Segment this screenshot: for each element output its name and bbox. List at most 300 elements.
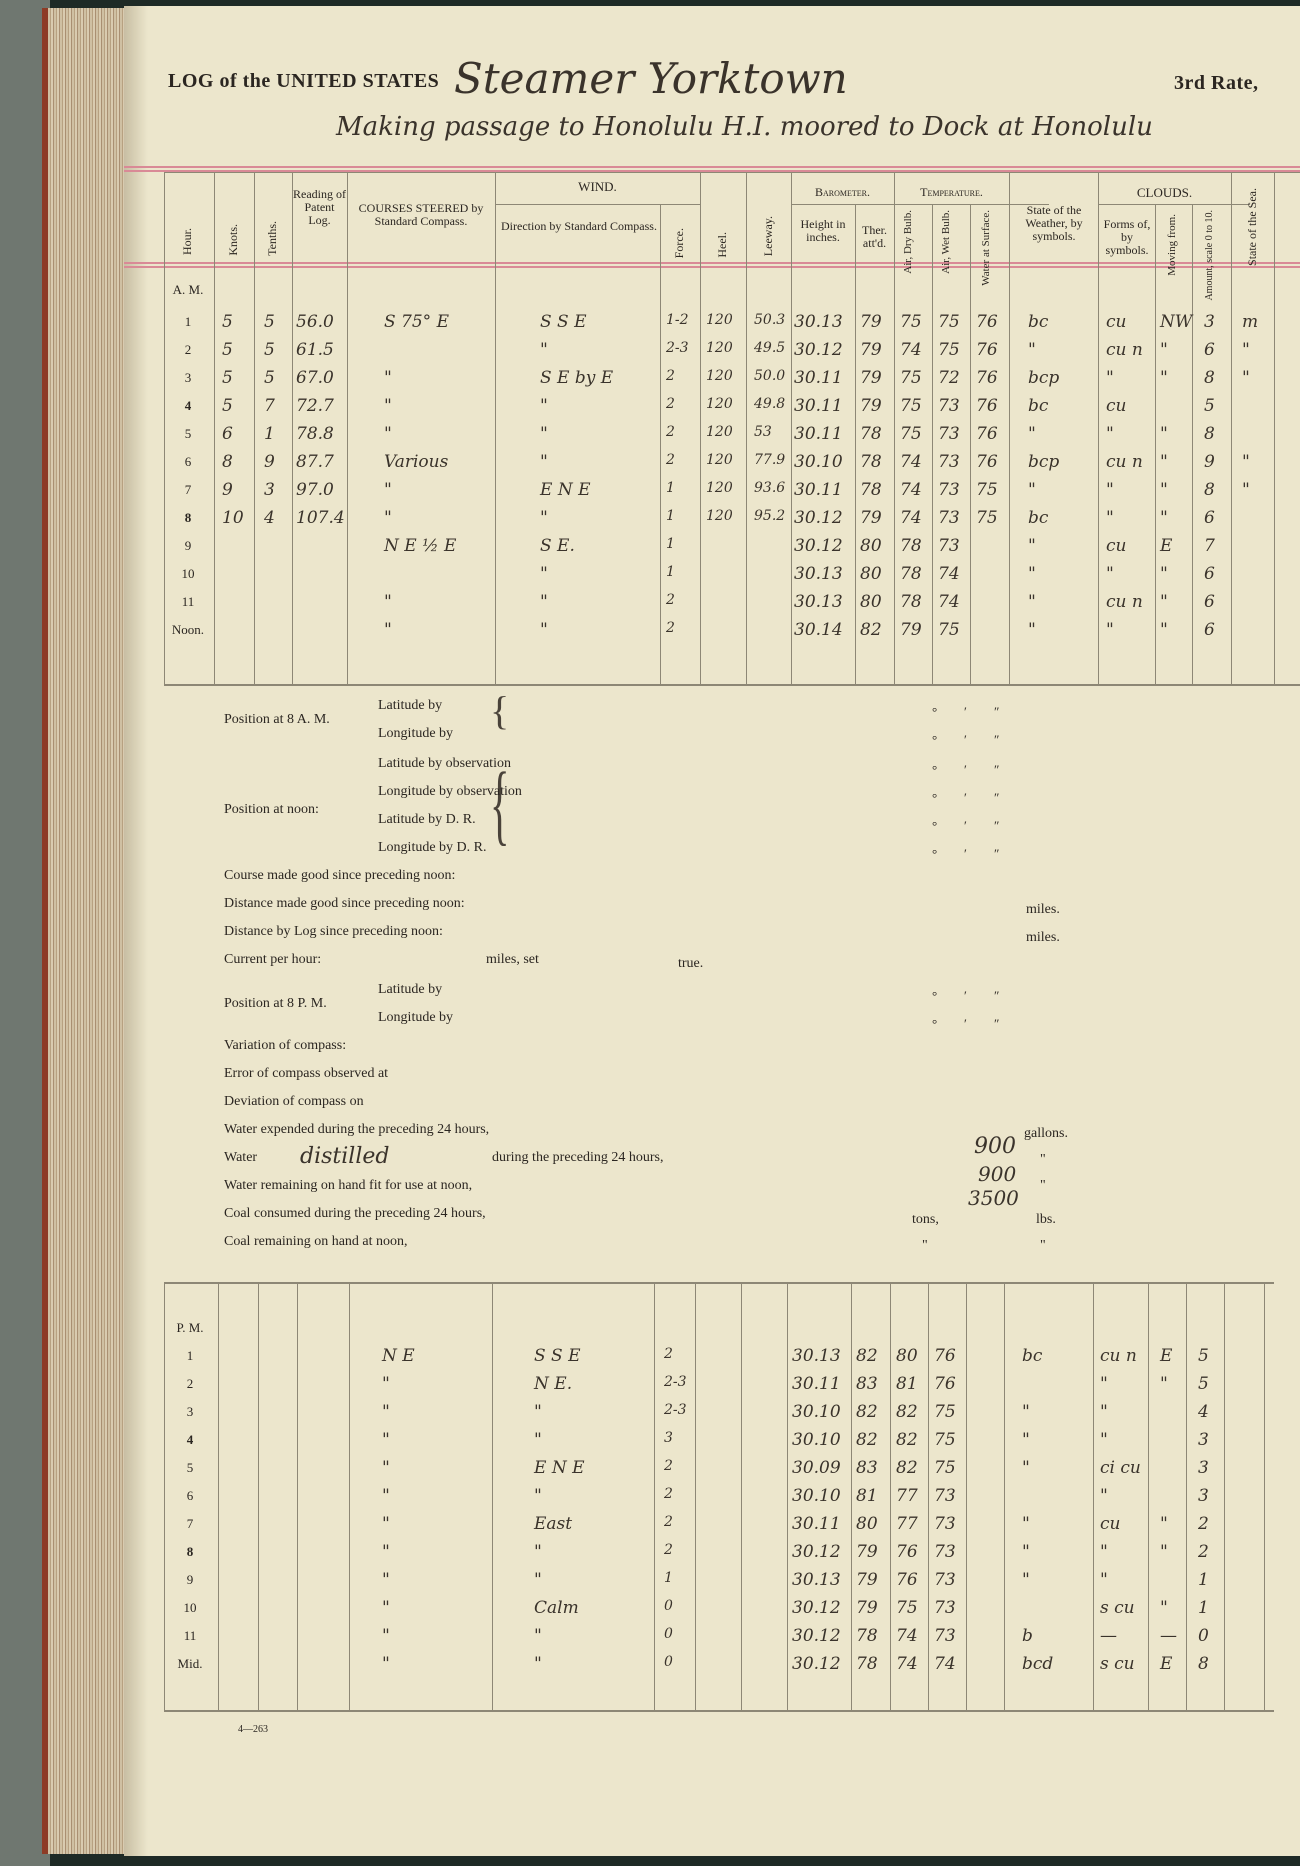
water-expended-value: 900 [974,1134,1016,1159]
lon-dr: Longitude by D. R. [378,840,487,855]
pm-moving-cell: " [1160,1514,1168,1534]
pm-ther-cell: 79 [856,1570,878,1590]
am-forms-cell: cu [1106,536,1127,556]
am-wind-cell: " [540,620,548,640]
am-hour-7: 7 [184,482,192,497]
am-sea-cell: m [1242,312,1259,332]
am-tenths-cell: 1 [264,424,275,444]
am-wet-cell: 73 [938,480,960,500]
pm-dry-cell: 77 [896,1486,918,1506]
pm-moving-cell: " [1160,1374,1168,1394]
am-dry-cell: 74 [900,480,922,500]
am-dry-cell: 78 [900,592,922,612]
col-moving-from: Moving from. [1166,214,1178,276]
am-ther-cell: 78 [860,480,882,500]
am-hour-9: 9 [184,538,192,553]
am-weather-cell: " [1028,620,1036,640]
ditto-3: " [922,1238,928,1253]
pm-amount-cell: 3 [1198,1486,1209,1506]
lon-by-8pm: Longitude by [378,1010,454,1025]
error-of-compass: Error of compass observed at [224,1066,389,1081]
am-ther-cell: 80 [860,592,882,612]
variation-of-compass: Variation of compass: [224,1038,347,1053]
passage-note: Making passage to Honolulu H.I. moored to Dock at Honolulu [336,112,1153,142]
am-heel-cell: 120 [706,480,733,496]
ditto-4: " [1040,1238,1046,1253]
pm-moving-cell: E [1160,1654,1173,1674]
pm-wet-cell: 73 [934,1486,956,1506]
am-bar-cell: 30.12 [794,536,843,556]
am-weather-cell: bcp [1028,368,1060,388]
distance-by-log: Distance by Log since preceding noon: [224,924,443,939]
pm-ther-cell: 83 [856,1374,878,1394]
am-log-cell: 87.7 [296,452,334,472]
pm-dry-cell: 74 [896,1626,918,1646]
pm-hour-8: 8 [186,1544,194,1559]
am-moving-cell: " [1160,368,1168,388]
am-wind-cell: " [540,452,548,472]
am-forms-cell: cu [1106,396,1127,416]
lat-by-8pm: Latitude by [378,982,443,997]
am-weather-cell: bcp [1028,452,1060,472]
am-bar-cell: 30.13 [794,592,843,612]
water-expended-label: Water expended during the preceding 24 hours, [224,1122,490,1137]
lon-by-8am: Longitude by [378,726,454,741]
am-amount-cell: 5 [1204,396,1215,416]
am-heel-cell: 120 [706,424,733,440]
log-page: LOG of the UNITED STATES Steamer Yorktown 3rd Rate, Making passage to Honolulu H.I. moored to Dock at Honolulu Hour. Knots. Tenths. Reading of Patent Log. COURSES STEERED by Standard Compass. WIND. Direction by Standard Compass. Force. Heel. Leeway. Barometer. Height in inches. Ther. att'd. Temperature. Air, Dry Bulb. Air, Wet Bulb. Water at Surface. State of the Weather, by symbols. CLOUDS. Forms of, by symbols. Moving from. Amount, scale 0 to 10. State of the Sea. A. M. { Position at 8 A. M. Latitude by Longitude by { Position at noon: Latitude by observation Longitude by observation Latitude by D. R. Longitude by D. R. Course made good since preceding noon: Distance made good since preceding noon: miles. Distance by Log since preceding noon: miles. Current per hour: miles, set true. Position at 8 P. M. Latitude by Longitude by Variation of compass: Error of compass observed at Deviation of compass on Water expended during the preceding 24 hours, Water distilled during the preceding 24 hours, Water remaining on hand fit for use at noon, Coal consumed during the preceding 24 hours, Coal remaining on hand at noon, 900 gallons. 900 " 3500 " tons, lbs. " " P. M. 4—263 1 5 5 56.0 S 75° E S S E 1-2 120 50.3 30.13 79 75 75 76 bc cu NW 3 m 2 5 5 61.5 " 2-3 120 49.5 30.12 79 74 75 76 " cu n " 6 " 3 5 5 67.0 " S E by E 2 120 50.0 30.11 79 75 72 76 bcp " " 8 " 4 5 7 72.7 " " 2 120 49.8 30.11 79 75 73 76 bc cu 5 5 6 1 78.8 " " 2 120 53 30.11 78 75 73 76 " " " 8 6 8 9 87.7 Various " 2 120 77.9 30.10 78 74 73 76 bcp cu n " 9 " 7 9 3 97.0 " E N E 1 120 93.6 30.11 78 74 73 75 " " " 8 " 8 10 4 107.4 " " 1 120 95.2 30.12 79 74 73 75 bc " " 6 9 N E ½ E S E. 1 30.12 80 78 73 " cu E 7 10 " 1 30.13 80 78 74 " " " 6 11 " " 2 30.13 80 78 74 " cu n " 6 Noon. " " 2 30.14 82 79 75 " " " 6 1 N E S S E 2 30.13 82 80 76 bc cu n E 5 2 " N E. 2-3 30.11 83 81 76 " " 5 3 " " 2-3 30.10 82 82 75 " " 4 4 " " 3 30.10 82 82 75 " " 3 5 " E N E 2 30.09 83 82 75 " ci cu 3 6 " " 2 30.10 81 77 73 " 3 7 " East 2 30.11 80 77 73 " cu " 2 8 " " 2 30.12 79 76 73 " " " 2 9 " " 1 30.13 79 76 73 " " 1 10 " Calm 0 30.12 79 75 73 s cu " 1 11 " " 0 30.12 78 74 73 b — — 0 Mid. " " 0 30.12 78 74 74 bcd s cu E 8 ° ′ ″ ° ′ ″ ° ′ ″ ° ′ ″ ° ′ ″ ° ′ ″ ° ′ ″ ° ′ ″ [124,6,1300,1856]
pm-amount-cell: 3 [1198,1430,1209,1450]
am-forms-cell: cu n [1106,592,1143,612]
am-tenths-cell: 5 [264,368,275,388]
col-clouds: CLOUDS. [1136,185,1193,200]
pm-dry-cell: 76 [896,1542,918,1562]
pm-wet-cell: 73 [934,1542,956,1562]
am-force-cell: 2 [666,592,675,608]
distance-made-good: Distance made good since preceding noon: [224,896,465,911]
am-forms-cell: cu n [1106,340,1143,360]
pm-ther-cell: 78 [856,1626,878,1646]
pm-wind-cell: " [534,1570,542,1590]
pm-hour-12: Mid. [177,1656,203,1671]
am-forms-cell: " [1106,480,1114,500]
am-dry-cell: 75 [900,424,922,444]
col-water-surface: Water at Surface. [980,210,992,286]
lbs-label: lbs. [1036,1212,1056,1227]
col-patent-log: Reading of Patent Log. [293,187,346,227]
am-force-cell: 1-2 [666,312,689,328]
rate-label: 3rd Rate, [1174,72,1259,94]
pm-wind-cell: " [534,1402,542,1422]
coord-deg-mark: ° [932,704,938,719]
am-amount-cell: 8 [1204,480,1215,500]
am-force-cell: 2 [666,396,675,412]
pm-bar-cell: 30.12 [792,1654,841,1674]
am-leeway-cell: 49.5 [754,340,786,356]
am-log-cell: 72.7 [296,396,334,416]
coord-deg-mark: ° [932,762,938,777]
am-bar-cell: 30.11 [794,480,843,500]
am-bar-cell: 30.13 [794,564,843,584]
pm-ther-cell: 81 [856,1486,878,1506]
course-made-good: Course made good since preceding noon: [224,868,456,883]
am-wind-cell: S E. [540,536,575,556]
am-leeway-cell: 50.3 [754,312,786,328]
form-number: 4—263 [238,1724,268,1735]
pm-amount-cell: 5 [1198,1346,1209,1366]
pm-ther-cell: 79 [856,1542,878,1562]
pm-hour-9: 9 [186,1572,194,1587]
pm-wet-cell: 73 [934,1598,956,1618]
pm-wet-cell: 73 [934,1626,956,1646]
pm-hour-10: 10 [183,1600,197,1615]
col-tenths: Tenths. [265,221,279,256]
pm-wind-cell: N E. [534,1374,573,1394]
pm-dry-cell: 76 [896,1570,918,1590]
am-amount-cell: 6 [1204,592,1215,612]
am-wet-cell: 73 [938,396,960,416]
pm-ther-cell: 79 [856,1598,878,1618]
col-courses: COURSES STEERED by Standard Compass. [358,201,484,228]
pm-wet-cell: 73 [934,1570,956,1590]
am-water-cell: 76 [976,340,998,360]
pm-amount-cell: 4 [1198,1402,1209,1422]
coord-min-mark: ′ [964,988,967,1003]
am-hour-8: 8 [184,510,192,525]
pm-wet-cell: 74 [934,1654,956,1674]
pm-amount-cell: 1 [1198,1598,1209,1618]
am-amount-cell: 6 [1204,508,1215,528]
coord-min-mark: ′ [964,704,967,719]
pm-weather-cell: b [1022,1626,1033,1646]
pm-ther-cell: 82 [856,1430,878,1450]
pm-moving-cell: — [1160,1626,1177,1646]
col-force: Force. [672,228,686,259]
pm-forms-cell: " [1100,1402,1108,1422]
am-wet-cell: 74 [938,564,960,584]
miles-label-2: miles. [1026,930,1060,945]
am-dry-cell: 74 [900,508,922,528]
pm-force-cell: 2 [664,1514,673,1530]
coal-consumed-label: Coal consumed during the preceding 24 hours, [224,1206,486,1221]
pm-hour-7: 7 [186,1516,194,1531]
pm-wind-cell: East [534,1514,573,1534]
am-ther-cell: 78 [860,452,882,472]
am-dry-cell: 75 [900,312,922,332]
am-force-cell: 2 [666,452,675,468]
am-wet-cell: 73 [938,424,960,444]
coord-min-mark: ′ [964,846,967,861]
coord-min-mark: ′ [964,762,967,777]
col-amount: Amount, scale 0 to 10. [1204,210,1215,301]
pm-force-cell: 0 [664,1626,673,1642]
am-log-cell: 78.8 [296,424,334,444]
ditto-1: " [1040,1152,1046,1167]
am-log-cell: 67.0 [296,368,334,388]
col-temperature: Temperature. [920,185,983,199]
ship-name: Steamer Yorktown [454,54,848,103]
col-wind: WIND. [578,179,617,194]
am-wind-cell: S S E [540,312,587,332]
am-force-cell: 2 [666,368,675,384]
pos-8pm-label: Position at 8 P. M. [224,996,327,1011]
am-wind-cell: E N E [540,480,591,500]
pm-amount-cell: 2 [1198,1542,1209,1562]
pm-bar-cell: 30.11 [792,1514,841,1534]
am-bar-cell: 30.11 [794,396,843,416]
am-wind-cell: " [540,424,548,444]
pm-wet-cell: 76 [934,1346,956,1366]
pm-bar-cell: 30.10 [792,1402,841,1422]
am-hour-4: 4 [184,398,192,413]
am-ther-cell: 82 [860,620,882,640]
am-forms-cell: " [1106,564,1114,584]
am-course-cell: " [384,396,392,416]
coord-sec-mark: ″ [994,732,1000,747]
am-bar-cell: 30.11 [794,368,843,388]
pm-bar-cell: 30.12 [792,1626,841,1646]
coord-deg-mark: ° [932,988,938,1003]
pm-forms-cell: ci cu [1100,1458,1141,1478]
pm-course-cell: " [382,1486,390,1506]
am-ther-cell: 79 [860,396,882,416]
pm-forms-cell: " [1100,1486,1108,1506]
pm-force-cell: 2-3 [664,1402,687,1418]
am-water-cell: 76 [976,452,998,472]
pm-course-cell: " [382,1514,390,1534]
am-ther-cell: 78 [860,424,882,444]
pm-dry-cell: 81 [896,1374,918,1394]
pm-ther-cell: 83 [856,1458,878,1478]
pm-wet-cell: 73 [934,1514,956,1534]
am-water-cell: 76 [976,424,998,444]
pm-hour-2: 2 [186,1376,194,1391]
am-leeway-cell: 95.2 [754,508,786,524]
am-course-cell: Various [384,452,449,472]
water-remaining-label: Water remaining on hand fit for use at noon, [224,1178,473,1193]
am-amount-cell: 7 [1204,536,1215,556]
water-label: Water [224,1150,258,1165]
am-leeway-cell: 93.6 [754,480,786,496]
am-ther-cell: 80 [860,564,882,584]
pm-bar-cell: 30.11 [792,1374,841,1394]
am-forms-cell: cu n [1106,452,1143,472]
pm-forms-cell: s cu [1100,1598,1135,1618]
coord-min-mark: ′ [964,818,967,833]
col-ther-attd: Ther. att'd. [862,223,887,250]
am-force-cell: 1 [666,536,675,552]
am-wind-cell: " [540,564,548,584]
am-knots-cell: 5 [222,396,233,416]
pm-force-cell: 3 [664,1430,673,1446]
water-remaining-value: 3500 [968,1186,1019,1210]
page-edges [42,8,130,1854]
coord-deg-mark: ° [932,732,938,747]
am-knots-cell: 9 [222,480,233,500]
am-ther-cell: 79 [860,508,882,528]
coord-sec-mark: ″ [994,818,1000,833]
pm-course-cell: " [382,1374,390,1394]
pm-bar-cell: 30.09 [792,1458,841,1478]
pm-moving-cell: " [1160,1598,1168,1618]
pm-hour-5: 5 [186,1460,194,1475]
am-moving-cell: " [1160,340,1168,360]
am-course-cell: " [384,368,392,388]
am-log-cell: 56.0 [296,312,334,332]
am-moving-cell: " [1160,424,1168,444]
pm-amount-cell: 3 [1198,1458,1209,1478]
pm-bar-cell: 30.13 [792,1346,841,1366]
am-course-cell: " [384,592,392,612]
pm-force-cell: 0 [664,1598,673,1614]
pm-dry-cell: 82 [896,1458,918,1478]
am-force-cell: 2 [666,620,675,636]
pm-bar-cell: 30.12 [792,1598,841,1618]
am-wet-cell: 75 [938,340,960,360]
am-moving-cell: NW [1160,312,1193,332]
am-sea-cell: " [1242,480,1250,500]
am-moving-cell: " [1160,620,1168,640]
pm-forms-cell: " [1100,1430,1108,1450]
am-heel-cell: 120 [706,396,733,412]
am-forms-cell: " [1106,368,1114,388]
am-sea-cell: " [1242,340,1250,360]
pm-wind-cell: " [534,1430,542,1450]
am-course-cell: " [384,620,392,640]
am-water-cell: 75 [976,480,998,500]
am-wind-cell: " [540,396,548,416]
pm-hour-11: 11 [183,1628,197,1643]
pm-wet-cell: 75 [934,1458,956,1478]
am-force-cell: 2-3 [666,340,689,356]
log-title: LOG of the UNITED STATES [168,70,440,92]
pm-force-cell: 2-3 [664,1374,687,1390]
pm-force-cell: 2 [664,1458,673,1474]
col-hour: Hour. [180,228,194,255]
am-water-cell: 76 [976,368,998,388]
am-water-cell: 76 [976,396,998,416]
lat-dr: Latitude by D. R. [378,812,476,827]
am-dry-cell: 75 [900,396,922,416]
pm-weather-cell: bc [1022,1346,1043,1366]
coord-sec-mark: ″ [994,790,1000,805]
pm-wind-cell: " [534,1486,542,1506]
pm-forms-cell: " [1100,1542,1108,1562]
am-force-cell: 1 [666,480,675,496]
am-wet-cell: 75 [938,312,960,332]
am-leeway-cell: 50.0 [754,368,786,384]
am-leeway-cell: 49.8 [754,396,786,412]
pm-wind-cell: " [534,1654,542,1674]
am-hour-12: Noon. [171,622,205,637]
coord-sec-mark: ″ [994,988,1000,1003]
pm-force-cell: 2 [664,1542,673,1558]
am-bar-cell: 30.13 [794,312,843,332]
pm-weather-cell: " [1022,1402,1030,1422]
col-wind-direction: Direction by Standard Compass. [501,219,657,233]
pm-weather-cell: " [1022,1570,1030,1590]
pm-course-cell: " [382,1458,390,1478]
am-leeway-cell: 77.9 [754,452,786,468]
am-dry-cell: 75 [900,368,922,388]
pm-amount-cell: 2 [1198,1514,1209,1534]
true-label: true. [678,956,704,971]
am-hour-11: 11 [181,594,195,609]
pm-forms-cell: — [1100,1626,1117,1646]
col-heel: Heel. [715,232,729,258]
pm-dry-cell: 74 [896,1654,918,1674]
pm-label: P. M. [176,1320,204,1335]
am-moving-cell: " [1160,452,1168,472]
am-ther-cell: 79 [860,312,882,332]
am-wind-cell: S E by E [540,368,614,388]
pm-amount-cell: 8 [1198,1654,1209,1674]
am-weather-cell: bc [1028,312,1049,332]
am-amount-cell: 6 [1204,340,1215,360]
pm-course-cell: " [382,1570,390,1590]
pm-course-cell: N E [382,1346,415,1366]
col-bar-height: Height in inches. [800,217,846,244]
pm-forms-cell: " [1100,1374,1108,1394]
pm-force-cell: 0 [664,1654,673,1670]
am-wet-cell: 75 [938,620,960,640]
am-moving-cell: E [1160,536,1173,556]
am-hour-5: 5 [184,426,192,441]
pm-dry-cell: 82 [896,1430,918,1450]
col-leeway: Leeway. [761,216,775,257]
pm-dry-cell: 77 [896,1514,918,1534]
pm-hour-4: 4 [186,1432,194,1447]
am-wind-cell: " [540,508,548,528]
am-course-cell: " [384,508,392,528]
am-wet-cell: 72 [938,368,960,388]
pm-dry-cell: 82 [896,1402,918,1422]
coord-min-mark: ′ [964,790,967,805]
pm-amount-cell: 0 [1198,1626,1209,1646]
pm-weather-cell: " [1022,1514,1030,1534]
am-weather-cell: bc [1028,396,1049,416]
miles-set: miles, set [486,952,539,967]
am-tenths-cell: 9 [264,452,275,472]
am-log-cell: 61.5 [296,340,334,360]
deviation-of-compass: Deviation of compass on [224,1094,364,1109]
am-force-cell: 1 [666,508,675,524]
pm-ther-cell: 80 [856,1514,878,1534]
coord-deg-mark: ° [932,846,938,861]
am-wet-cell: 73 [938,536,960,556]
col-knots: Knots. [226,224,240,256]
col-air-dry: Air, Dry Bulb. [902,210,914,274]
am-course-cell: N E ½ E [384,536,457,556]
am-course-cell: " [384,480,392,500]
pm-forms-cell: cu n [1100,1346,1137,1366]
am-knots-cell: 6 [222,424,233,444]
am-tenths-cell: 3 [264,480,275,500]
am-knots-cell: 8 [222,452,233,472]
am-moving-cell: " [1160,480,1168,500]
am-wet-cell: 73 [938,508,960,528]
pm-moving-cell: E [1160,1346,1173,1366]
am-dry-cell: 78 [900,536,922,556]
pm-hour-3: 3 [186,1404,194,1419]
pm-bar-cell: 30.13 [792,1570,841,1590]
am-wind-cell: " [540,592,548,612]
pos-noon-label: Position at noon: [224,802,319,817]
coord-sec-mark: ″ [994,704,1000,719]
pm-bar-cell: 30.10 [792,1430,841,1450]
am-amount-cell: 3 [1204,312,1215,332]
lon-obs: Longitude by observation [378,784,522,799]
